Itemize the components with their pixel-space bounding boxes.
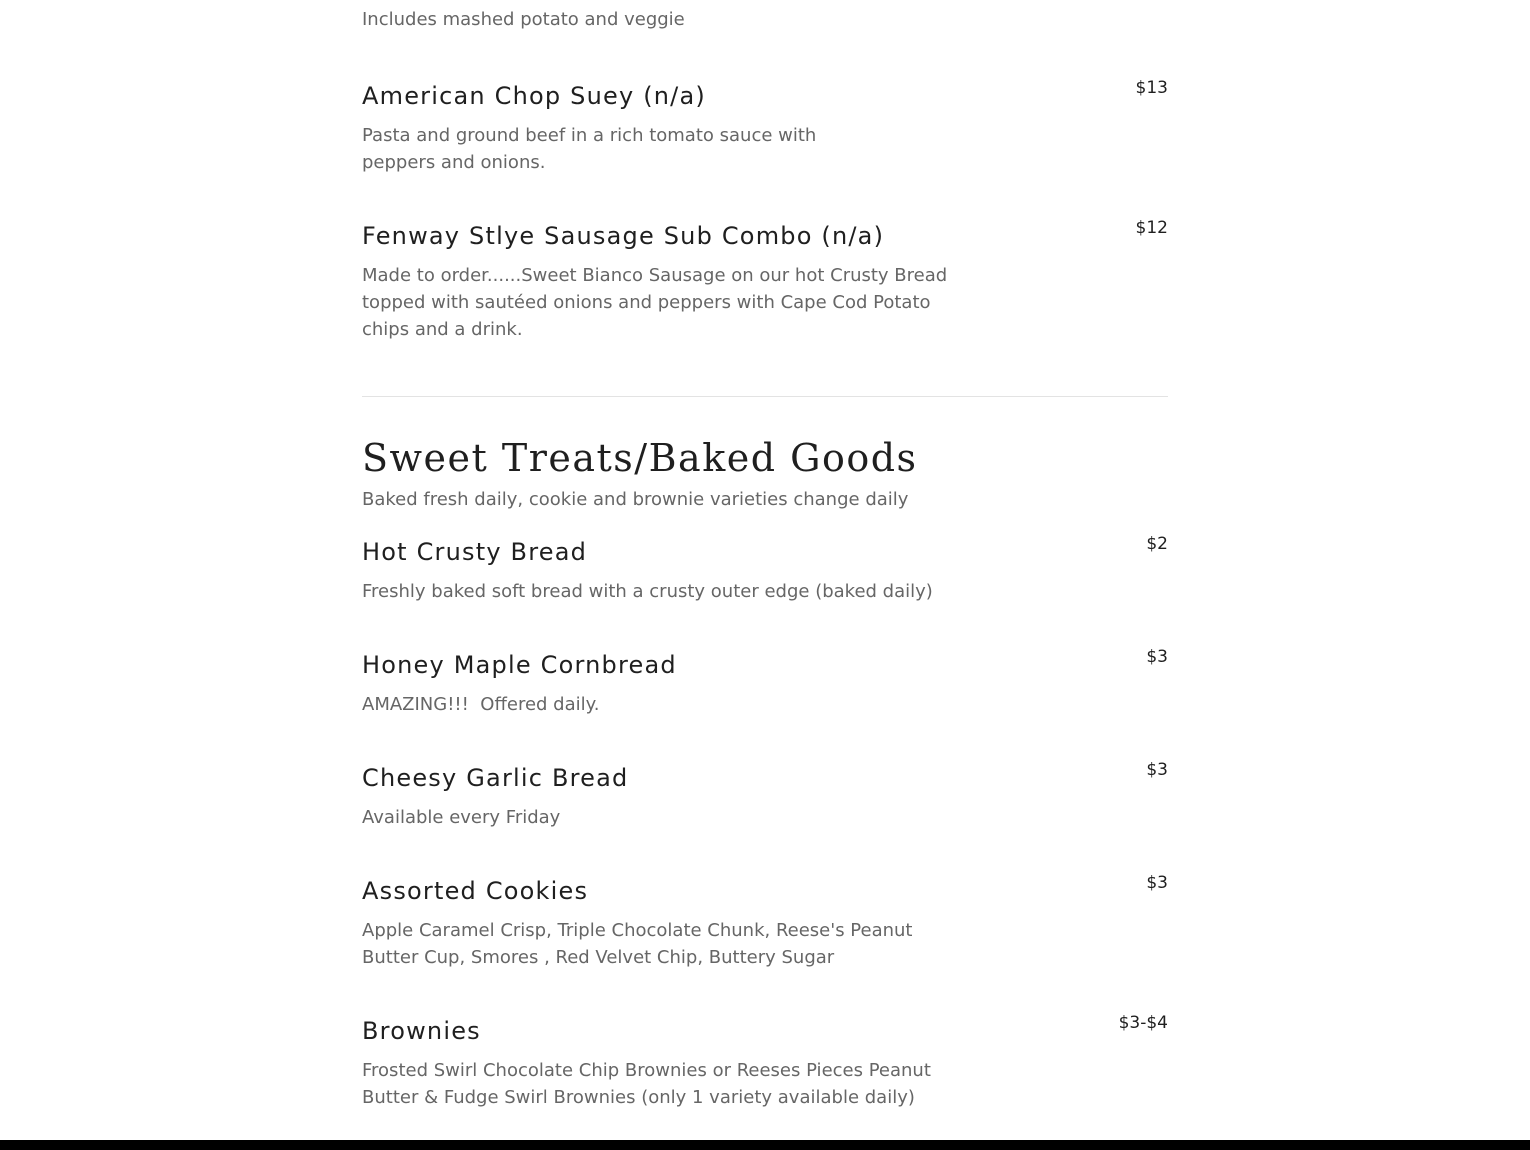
menu-item-name: Hot Crusty Bread <box>362 538 588 566</box>
menu-item-description: Pasta and ground beef in a rich tomato sauce with peppers and onions. <box>362 125 817 173</box>
menu-item-name: Assorted Cookies <box>362 877 589 905</box>
menu-item-name: Fenway Stlye Sausage Sub Combo (n/a) <box>362 222 885 250</box>
menu-item-name: Brownies <box>362 1017 481 1045</box>
menu-item-name: Honey Maple Cornbread <box>362 651 677 679</box>
menu-item-price: $3 <box>1146 760 1168 780</box>
section-divider <box>362 396 1168 397</box>
menu-item-description: Freshly baked soft bread with a crusty outer edge (baked daily) <box>362 581 933 602</box>
menu-item-name: American Chop Suey (n/a) <box>362 82 706 110</box>
menu-item-description: Frosted Swirl Chocolate Chip Brownies or Reeses Pieces Peanut Butter & Fudge Swirl Brownies (only 1 variety available daily) <box>362 1060 931 1108</box>
menu-item-price: $3 <box>1146 873 1168 893</box>
menu-item-price: $2 <box>1146 534 1168 554</box>
menu-item-price: $12 <box>1135 218 1168 238</box>
menu-content <box>362 0 1168 1140</box>
menu-item-price: $3 <box>1146 647 1168 667</box>
section-subtitle: Baked fresh daily, cookie and brownie varieties change daily <box>362 489 909 510</box>
menu-item-description: Available every Friday <box>362 807 561 828</box>
menu-item-name: Cheesy Garlic Bread <box>362 764 629 792</box>
menu-item-description: Made to order......Sweet Bianco Sausage on our hot Crusty Bread topped with sautéed onions and peppers with Cape Cod Potato chips and a drink. <box>362 265 948 340</box>
footer-bar <box>0 1140 1530 1150</box>
menu-item-description: AMAZING!!! Offered daily. <box>362 694 600 715</box>
section-title: Sweet Treats/Baked Goods <box>362 436 918 480</box>
menu-item-price: $13 <box>1135 78 1168 98</box>
menu-item-description: Apple Caramel Crisp, Triple Chocolate Chunk, Reese's Peanut Butter Cup, Smores , Red Velvet Chip, Buttery Sugar <box>362 920 913 968</box>
menu-item-price: $3-$4 <box>1118 1013 1168 1033</box>
menu-item-description: Includes mashed potato and veggie <box>362 9 685 30</box>
